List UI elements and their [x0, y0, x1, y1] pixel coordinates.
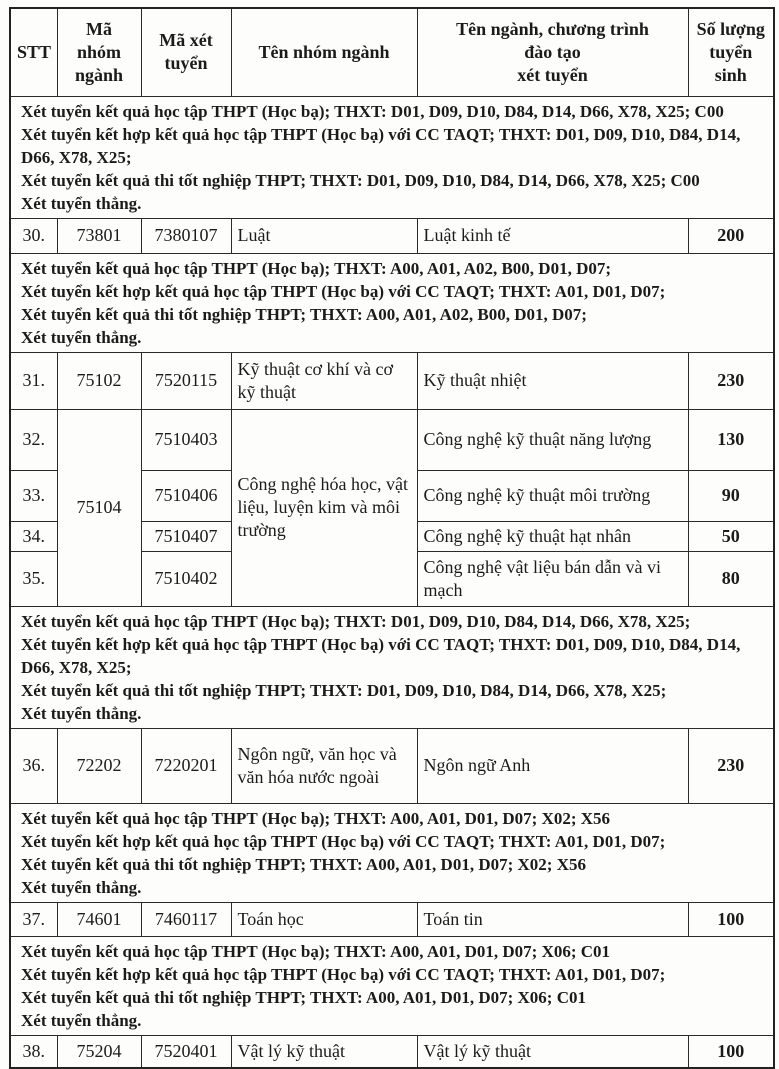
row37-code: 7460117: [141, 902, 231, 936]
note-block-cell: [10, 803, 774, 902]
row30-quota: 200: [688, 218, 774, 253]
row34-code: 7510407: [141, 521, 231, 551]
note-line: Xét tuyển thẳng.: [21, 327, 142, 347]
row37-stt: 37.: [10, 902, 57, 936]
row31-quota: 230: [688, 352, 774, 409]
row32-quota: 130: [688, 409, 774, 470]
row35-code: 7510402: [141, 551, 231, 606]
table-row-38: [10, 1035, 774, 1068]
row31-group-code: 75102: [57, 352, 141, 409]
header-cell-ten-nganh: [417, 8, 688, 96]
row37-program: Toán tin: [417, 902, 688, 936]
note-line: Xét tuyển kết hợp kết quả học tập THPT (Học bạ) với CC TAQT; THXT: A01, D01, D07;: [21, 964, 666, 984]
row33-code: 7510406: [141, 470, 231, 521]
row30-code: 7380107: [141, 218, 231, 253]
note-block-after-row-30: [10, 253, 774, 352]
group-75104-code: 75104: [57, 409, 141, 606]
table-row-32: [10, 409, 774, 470]
row31-code: 7520115: [141, 352, 231, 409]
note-line: Xét tuyển thẳng.: [21, 193, 142, 213]
header-cell-ten-nhom-nganh: Tên nhóm ngành: [231, 8, 417, 96]
row38-quota: 100: [688, 1035, 774, 1068]
admissions-table: [9, 7, 775, 1069]
row33-quota: 90: [688, 470, 774, 521]
row34-quota: 50: [688, 521, 774, 551]
row36-group-code: 72202: [57, 728, 141, 803]
header-cell-ma-xet-tuyen: Mã xét tuyển: [141, 8, 231, 96]
row38-group-code: 75204: [57, 1035, 141, 1068]
group-75104-name: Công nghệ hóa học, vật liệu, luyện kim và môi trường: [231, 409, 417, 606]
row35-program: Công nghệ vật liệu bán dẫn và vi mạch: [417, 551, 688, 606]
scanned-admissions-document: [0, 7, 779, 1061]
table-header-row: [10, 8, 774, 96]
row38-stt: 38.: [10, 1035, 57, 1068]
row30-program: Luật kinh tế: [417, 218, 688, 253]
row36-code: 7220201: [141, 728, 231, 803]
note-block-after-row-37: [10, 936, 774, 1035]
note-line: Xét tuyển kết quả học tập THPT (Học bạ); THXT: A00, A01, A02, B00, D01, D07;: [21, 258, 612, 278]
note-block-after-header: [10, 96, 774, 218]
row34-program: Công nghệ kỹ thuật hạt nhân: [417, 521, 688, 551]
header-cell-so-luong: Số lượng tuyển sinh: [688, 8, 774, 96]
header-ten-nganh-line3: xét tuyển: [517, 64, 588, 85]
note-line: Xét tuyển kết quả thi tốt nghiệp THPT; THXT: A00, A01, D01, D07; X02; X56: [21, 854, 586, 874]
header-ten-nganh-line2: đào tạo: [524, 41, 581, 62]
note-line: Xét tuyển kết quả học tập THPT (Học bạ); THXT: D01, D09, D10, D84, D14, D66, X78, X25;: [21, 611, 691, 631]
note-line: Xét tuyển thẳng.: [21, 703, 142, 723]
row32-program: Công nghệ kỹ thuật năng lượng: [417, 409, 688, 470]
note-block-cell: [10, 936, 774, 1035]
row34-stt: 34.: [10, 521, 57, 551]
row36-program: Ngôn ngữ Anh: [417, 728, 688, 803]
row36-group-name: Ngôn ngữ, văn học và văn hóa nước ngoài: [231, 728, 417, 803]
note-line: Xét tuyển kết quả học tập THPT (Học bạ); THXT: A00, A01, D01, D07; X06; C01: [21, 941, 611, 961]
row33-stt: 33.: [10, 470, 57, 521]
note-line: Xét tuyển kết quả thi tốt nghiệp THPT; THXT: D01, D09, D10, D84, D14, D66, X78, X25;: [21, 680, 667, 700]
header-cell-ma-nhom-nganh: Mã nhóm ngành: [57, 8, 141, 96]
note-line: Xét tuyển kết quả học tập THPT (Học bạ); THXT: D01, D09, D10, D84, D14, D66, X78, X25; C00: [21, 101, 724, 121]
row36-quota: 230: [688, 728, 774, 803]
row37-group-name: Toán học: [231, 902, 417, 936]
row30-stt: 30.: [10, 218, 57, 253]
note-line: Xét tuyển thẳng.: [21, 877, 142, 897]
note-line: Xét tuyển kết hợp kết quả học tập THPT (Học bạ) với CC TAQT; THXT: A01, D01, D07;: [21, 831, 666, 851]
header-ten-nganh-line1: Tên ngành, chương trình: [456, 18, 649, 39]
note-block-after-row-36: [10, 803, 774, 902]
note-line: Xét tuyển kết quả học tập THPT (Học bạ); THXT: A00, A01, D01, D07; X02; X56: [21, 808, 611, 828]
note-block-cell: [10, 606, 774, 728]
note-line: Xét tuyển thẳng.: [21, 1010, 142, 1030]
table-row-31: [10, 352, 774, 409]
note-line: Xét tuyển kết hợp kết quả học tập THPT (Học bạ) với CC TAQT; THXT: D01, D09, D10, D84, D14, D66, X78, X25;: [21, 634, 741, 677]
row37-quota: 100: [688, 902, 774, 936]
row33-program: Công nghệ kỹ thuật môi trường: [417, 470, 688, 521]
note-line: Xét tuyển kết hợp kết quả học tập THPT (Học bạ) với CC TAQT; THXT: A01, D01, D07;: [21, 281, 666, 301]
row31-stt: 31.: [10, 352, 57, 409]
row32-code: 7510403: [141, 409, 231, 470]
note-line: Xét tuyển kết quả thi tốt nghiệp THPT; THXT: D01, D09, D10, D84, D14, D66, X78, X25; C00: [21, 170, 700, 190]
table-row-36: [10, 728, 774, 803]
row30-group-code: 73801: [57, 218, 141, 253]
row38-code: 7520401: [141, 1035, 231, 1068]
table-row-37: [10, 902, 774, 936]
note-block-cell: [10, 96, 774, 218]
note-block-cell: [10, 253, 774, 352]
row38-group-name: Vật lý kỹ thuật: [231, 1035, 417, 1068]
note-line: Xét tuyển kết quả thi tốt nghiệp THPT; THXT: A00, A01, D01, D07; X06; C01: [21, 987, 586, 1007]
header-cell-stt: STT: [10, 8, 57, 96]
row36-stt: 36.: [10, 728, 57, 803]
note-block-after-row-35: [10, 606, 774, 728]
row32-stt: 32.: [10, 409, 57, 470]
row35-stt: 35.: [10, 551, 57, 606]
row38-program: Vật lý kỹ thuật: [417, 1035, 688, 1068]
row31-program: Kỹ thuật nhiệt: [417, 352, 688, 409]
table-row-30: [10, 218, 774, 253]
note-line: Xét tuyển kết hợp kết quả học tập THPT (Học bạ) với CC TAQT; THXT: D01, D09, D10, D84, D14, D66, X78, X25;: [21, 124, 741, 167]
row31-group-name: Kỹ thuật cơ khí và cơ kỹ thuật: [231, 352, 417, 409]
row30-group-name: Luật: [231, 218, 417, 253]
row35-quota: 80: [688, 551, 774, 606]
note-line: Xét tuyển kết quả thi tốt nghiệp THPT; THXT: A00, A01, A02, B00, D01, D07;: [21, 304, 587, 324]
row37-group-code: 74601: [57, 902, 141, 936]
